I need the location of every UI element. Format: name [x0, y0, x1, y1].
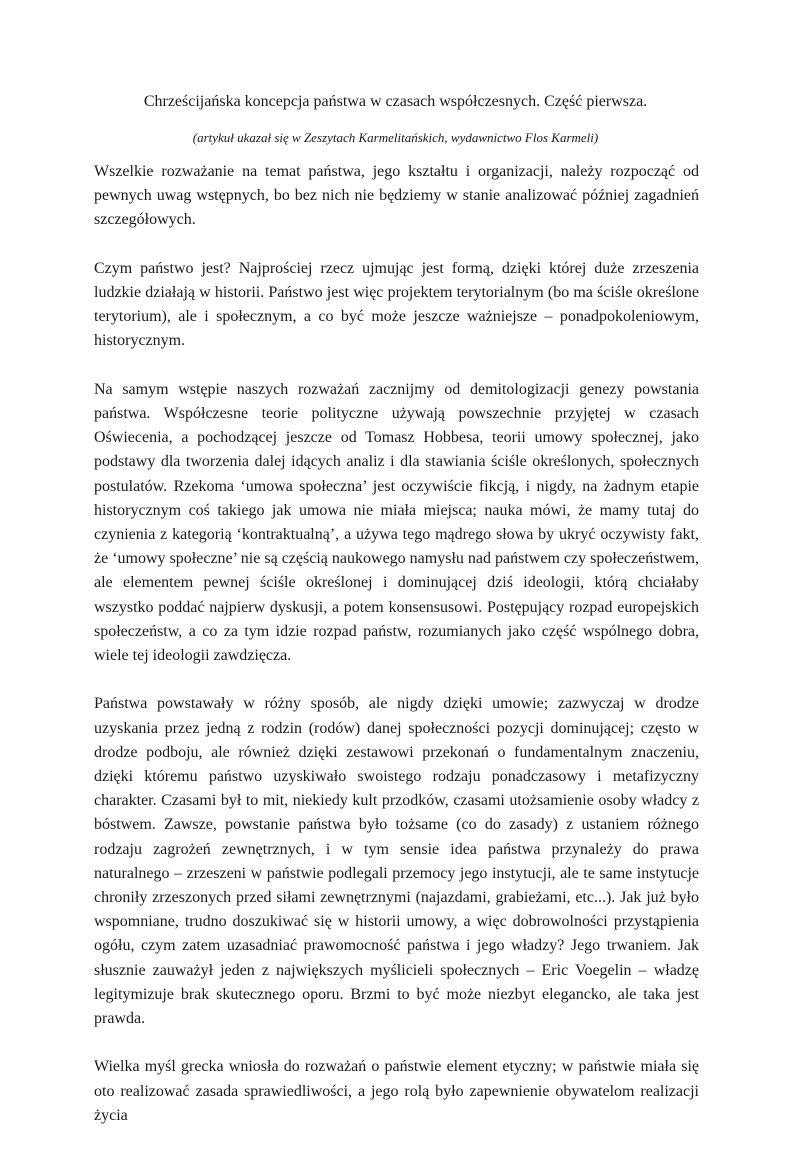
paragraph-5: Wielka myśl grecka wniosła do rozważań o państwie element etyczny; w państwie miała się oto realizować zasada sprawiedliwości, a jego rolą było zapewnienie obywatelom realizacji życia — [94, 1058, 699, 1124]
paragraph-4: Państwa powstawały w różny sposób, ale nigdy dzięki umowie; zazwyczaj w drodze uzyskania przez jedną z rodzin (rodów) danej społeczności pozycji dominującej; często w drodze podboju, ale również dzięki zestawowi przekonań o fundamentalnym znaczeniu, dzięki któremu państwo uzyskiwało swoistego rodzaju ponadczasowy i metafizyczny charakter. Czasami był to mit, niekiedy kult przodków, czasami utożsamienie osoby władcy z bóstwem. Zawsze, powstanie państwa było tożsame (co do zasady) z ustaniem różnego rodzaju zagrożeń zewnętrznych, i w tym sensie idea państwa przynależy do prawa naturalnego – zrzeszeni w państwie podlegali przemocy jego instytucji, ale te same instytucje chroniły zrzeszonych przed siłami zewnętrznymi (najazdami, grabieżami, etc...). Jak już było wspomniane, trudno doszukiwać się w historii umowy, a więc dobrowolności przystąpienia ogółu, czym zatem uzasadniać prawomocność państwa i jego władzy? Jego trwaniem. Jak słusznie zauważył jeden z największych myślicieli społecznych – Eric Voegelin – władzę legitymizuje brak skutecznego oporu. Brzmi to być może niezbyt elegancko, ale taka jest prawda. — [94, 695, 699, 1028]
document-title: Chrześcijańska koncepcja państwa w czasach współczesnych. Część pierwsza. — [143, 93, 648, 110]
document-body — [94, 160, 699, 1152]
paragraph-3: Na samym wstępie naszych rozważań zacznijmy od demitologizacji genezy powstania państwa. Współczesne teorie polityczne używają powszechnie przyjętej w czasach Oświecenia, a pochodzącej jeszcze od Tomasz Hobbesa, teorii umowy społecznej, jako podstawy dla tworzenia dalej idących analiz i dla stawiania ściśle określonych, społecznych postulatów. Rzekoma ‘umowa społeczna’ jest oczywiście fikcją, i nigdy, na żadnym etapie historycznym coś takiego jak umowa nie miała miejsca; nauka mówi, że mamy tutaj do czynienia z kategorią ‘kontraktualną’, a używa tego mądrego słowa by ukryć oczywisty fakt, że ‘umowy społeczne’ nie są częścią naukowego namysłu nad państwem czy społeczeństwem, ale elementem pewnej ściśle określonej i dominującej dziś ideologii, którą chciałaby wszystko poddać najpierw dyskusji, a potem konsensusowi. Postępujący rozpad europejskich społeczeństw, a co za tym idzie rozpad państw, rozumianych jako część wspólnego dobra, wiele tej ideologii zawdzięcza. — [94, 380, 699, 665]
paragraph-2: Czym państwo jest? Najprościej rzecz ujmując jest formą, dzięki której duże zrzeszenia ludzkie działają w historii. Państwo jest więc projektem terytorialnym (bo ma ściśle określone terytorium), ale i społecznym, a co być może jeszcze ważniejsze – ponadpokoleniowym, historycznym. — [94, 259, 699, 350]
document-subtitle: (artykuł ukazał się w Zeszytach Karmelitańskich, wydawnictwo Flos Karmeli) — [192, 130, 599, 145]
paragraph-1: Wszelkie rozważanie na temat państwa, jego kształtu i organizacji, należy rozpocząć od pewnych uwag wstępnych, bo bez nich nie będziemy w stanie analizować później zagadnień szczegółowych. — [94, 163, 699, 229]
